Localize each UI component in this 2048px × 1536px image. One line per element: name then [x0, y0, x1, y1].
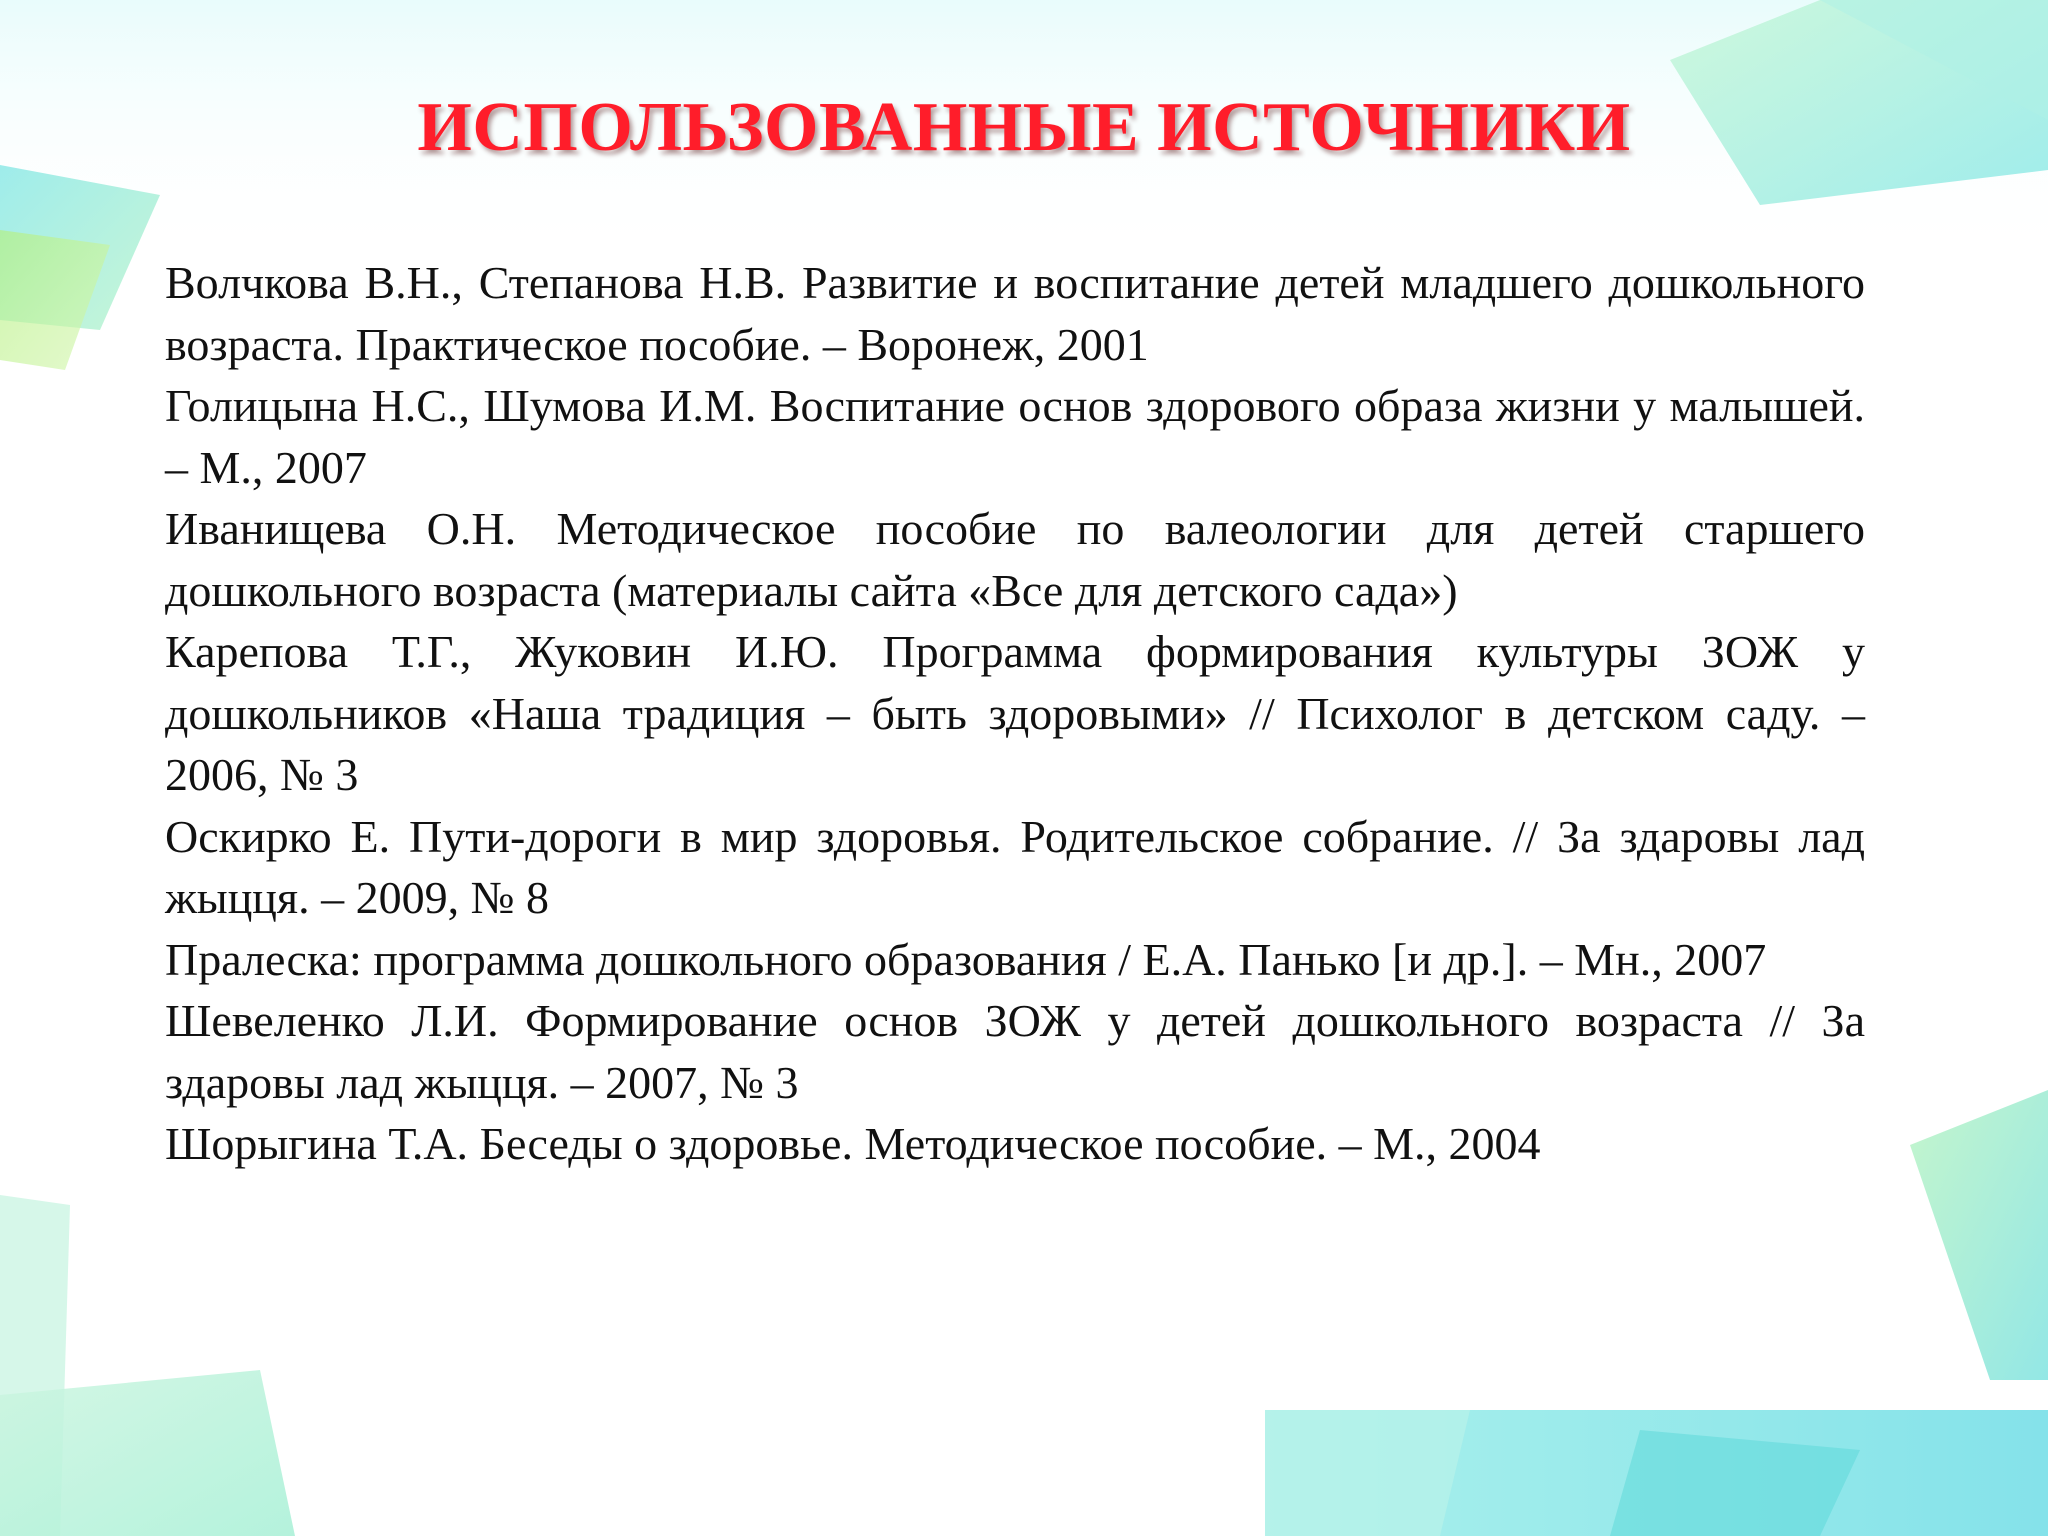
reference-item: Шевеленко Л.И. Формирование основ ЗОЖ у детей дошкольного возраста // За здаровы лад жыцця. – 2007, № 3 [165, 995, 1865, 1108]
reference-item: Волчкова В.Н., Степанова Н.В. Развитие и воспитание детей младшего дошкольного возраста. Практическое пособие. – Воронеж, 2001 [165, 257, 1865, 370]
reference-item: Карепова Т.Г., Жуковин И.Ю. Программа формирования культуры ЗОЖ у дошкольников «Наша традиция – быть здоровыми» // Психолог в детском саду. – 2006, № 3 [165, 626, 1865, 800]
reference-item: Голицына Н.С., Шумова И.М. Воспитание основ здорового образа жизни у малышей. – М., 2007 [165, 380, 1865, 493]
reference-item: Иванищева О.Н. Методическое пособие по валеологии для детей старшего дошкольного возраста (материалы сайта «Все для детского сада») [165, 503, 1865, 616]
reference-item: Пралеска: программа дошкольного образования / Е.А. Панько [и др.]. – Мн., 2007 [165, 933, 1767, 985]
page-title: ИСПОЛЬЗОВАННЫЕ ИСТОЧНИКИ [417, 89, 1631, 166]
references-list [165, 252, 1865, 1175]
reference-item: Шорыгина Т.А. Беседы о здоровье. Методическое пособие. – М., 2004 [165, 1118, 1541, 1169]
reference-item: Оскирко Е. Пути-дороги в мир здоровья. Родительское собрание. // За здаровы лад жыцця. – 2009, № 8 [165, 810, 1865, 923]
